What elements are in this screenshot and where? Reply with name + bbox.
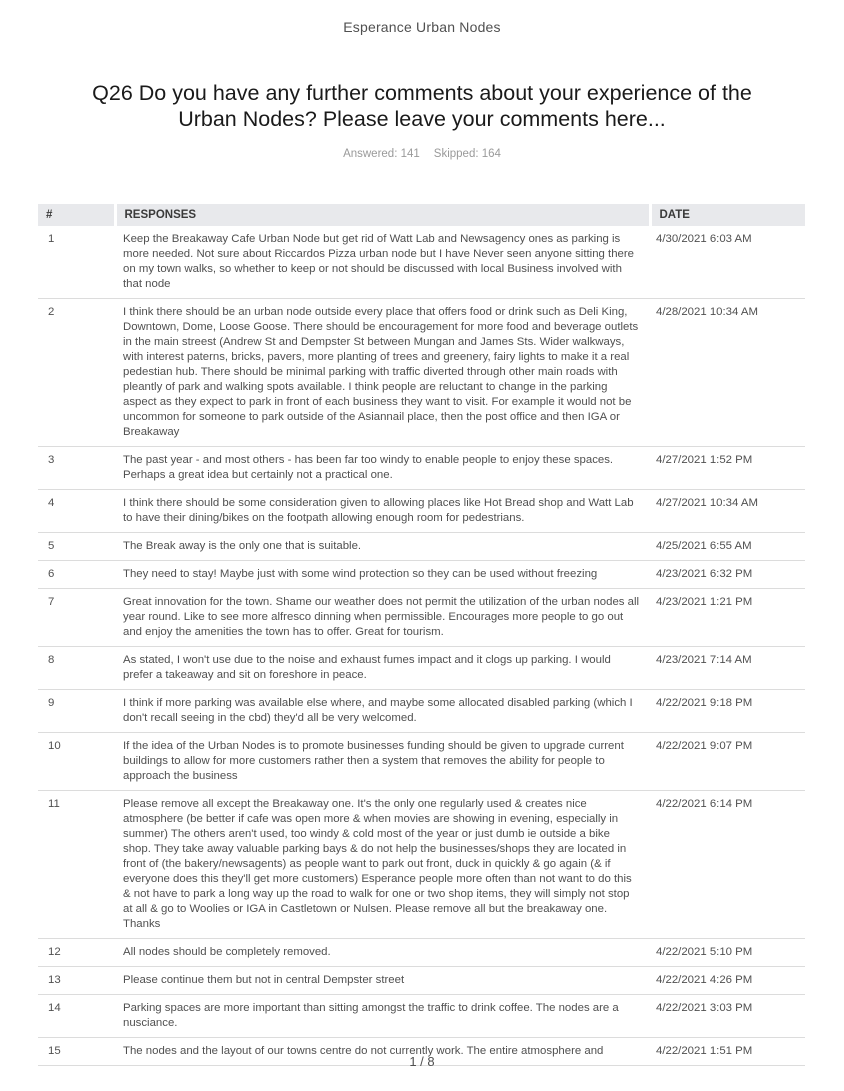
response-text: Please remove all except the Breakaway one. It's the only one regularly used & creates nice atmosphere (be better if cafe was open more & when movies are showing in evening, especially in summer) The others aren't used, too windy & cold most of the year or just dumb ie outside a bike shop. They take away valuable parking bays & do not help the businesses/shops they are located in front of (the bakery/newsagents) as people want to park out front, duck in quickly & go again (& if everyone does this they'll get more customers) Esperance people more often than not want to do this & not have to park a long way up the road to walk for one or two shop items, they will simply not stop at all & go to Woolies or IGA in Castletown or Nulsen. Please remove all but the breakaway one. Thanks xyxy=(115,791,650,939)
response-number: 1 xyxy=(38,226,115,299)
table-row xyxy=(38,490,805,533)
column-header-date: DATE xyxy=(650,204,805,226)
responses-table-body xyxy=(38,226,805,1066)
response-date: 4/23/2021 7:14 AM xyxy=(650,647,805,690)
response-number: 15 xyxy=(38,1038,115,1066)
response-number: 5 xyxy=(38,533,115,561)
question-heading: Q26 Do you have any further comments about your experience of the Urban Nodes? Please leave your comments here... xyxy=(92,81,752,131)
response-text: If the idea of the Urban Nodes is to promote businesses funding should be given to upgrade current buildings to allow for more customers rather then a system that removes the ability for people to approach the business xyxy=(115,733,650,791)
table-header-row xyxy=(38,204,805,226)
survey-title: Esperance Urban Nodes xyxy=(343,19,501,35)
response-date: 4/25/2021 6:55 AM xyxy=(650,533,805,561)
response-date: 4/22/2021 6:14 PM xyxy=(650,791,805,939)
response-stats xyxy=(0,148,844,160)
table-row xyxy=(38,299,805,447)
column-header-responses: RESPONSES xyxy=(115,204,650,226)
response-text: They need to stay! Maybe just with some wind protection so they can be used without freezing xyxy=(115,561,650,589)
response-date: 4/23/2021 6:32 PM xyxy=(650,561,805,589)
response-text: Keep the Breakaway Cafe Urban Node but get rid of Watt Lab and Newsagency ones as parking is more needed. Not sure about Riccardos Pizza urban node but I have Never seen anyone sitting there on my town walks, so whether to keep or not should be discussed with local Business involved with that node xyxy=(115,226,650,299)
response-date: 4/22/2021 4:26 PM xyxy=(650,967,805,995)
table-row xyxy=(38,589,805,647)
response-number: 8 xyxy=(38,647,115,690)
response-text: I think if more parking was available else where, and maybe some allocated disabled parking (which I don't recall seeing in the cbd) they'd all be very welcomed. xyxy=(115,690,650,733)
table-row xyxy=(38,561,805,589)
table-row xyxy=(38,939,805,967)
response-text: The Break away is the only one that is suitable. xyxy=(115,533,650,561)
table-row xyxy=(38,447,805,490)
responses-table xyxy=(38,204,805,1066)
response-number: 7 xyxy=(38,589,115,647)
response-number: 13 xyxy=(38,967,115,995)
answered-count: Answered: 141 xyxy=(343,148,420,160)
response-date: 4/28/2021 10:34 AM xyxy=(650,299,805,447)
response-text: Great innovation for the town. Shame our weather does not permit the utilization of the urban nodes all year round. Like to see more alfresco dinning when permissible. Encourages more people to go out and enjoy the amenities the town has to offer. Great for tourism. xyxy=(115,589,650,647)
response-number: 14 xyxy=(38,995,115,1038)
response-text: All nodes should be completely removed. xyxy=(115,939,650,967)
response-text: I think there should be an urban node outside every place that offers food or drink such as Deli King, Downtown, Dome, Loose Goose. There should be encouragement for more food and beverage outlets in the main streest (Andrew St and Dempster St between Mungan and James Sts. Wider walkways, with interest paterns, bricks, pavers, more planting of trees and greenery, fairy lights to make it a real pedestian hub. There should be minimal parking with traffic diverted through other main roads with pleantly of park and walking spots available. I think people are reluctant to change in the parking aspect as they expect to park in front of each business they want to visit. For example it would not be uncommon for someone to park outside of the Asiannail place, then the post office and then IGA or Breakaway xyxy=(115,299,650,447)
response-text: Please continue them but not in central Dempster street xyxy=(115,967,650,995)
response-date: 4/22/2021 5:10 PM xyxy=(650,939,805,967)
response-text: The nodes and the layout of our towns centre do not currently work. The entire atmosphere and xyxy=(115,1038,650,1066)
table-row xyxy=(38,967,805,995)
response-date: 4/27/2021 1:52 PM xyxy=(650,447,805,490)
table-row xyxy=(38,226,805,299)
response-date: 4/22/2021 9:18 PM xyxy=(650,690,805,733)
response-date: 4/27/2021 10:34 AM xyxy=(650,490,805,533)
response-date: 4/22/2021 1:51 PM xyxy=(650,1038,805,1066)
table-row xyxy=(38,533,805,561)
response-date: 4/22/2021 9:07 PM xyxy=(650,733,805,791)
response-number: 9 xyxy=(38,690,115,733)
response-number: 12 xyxy=(38,939,115,967)
response-number: 3 xyxy=(38,447,115,490)
response-text: The past year - and most others - has been far too windy to enable people to enjoy these spaces. Perhaps a great idea but certainly not a practical one. xyxy=(115,447,650,490)
response-number: 6 xyxy=(38,561,115,589)
page-indicator: 1 / 8 xyxy=(409,1054,435,1069)
response-number: 4 xyxy=(38,490,115,533)
table-row xyxy=(38,690,805,733)
response-number: 10 xyxy=(38,733,115,791)
column-header-number: # xyxy=(38,204,115,226)
table-row xyxy=(38,647,805,690)
response-text: As stated, I won't use due to the noise and exhaust fumes impact and it clogs up parking. I would prefer a takeaway and sit on foreshore in peace. xyxy=(115,647,650,690)
response-text: Parking spaces are more important than sitting amongst the traffic to drink coffee. The nodes are a nusciance. xyxy=(115,995,650,1038)
skipped-count: Skipped: 164 xyxy=(433,148,501,160)
response-number: 2 xyxy=(38,299,115,447)
response-text: I think there should be some consideration given to allowing places like Hot Bread shop and Watt Lab to have their dining/bikes on the footpath allowing enough room for pedestrians. xyxy=(115,490,650,533)
response-date: 4/23/2021 1:21 PM xyxy=(650,589,805,647)
response-date: 4/22/2021 3:03 PM xyxy=(650,995,805,1038)
response-date: 4/30/2021 6:03 AM xyxy=(650,226,805,299)
response-number: 11 xyxy=(38,791,115,939)
table-row xyxy=(38,733,805,791)
table-row xyxy=(38,791,805,939)
table-row xyxy=(38,995,805,1038)
